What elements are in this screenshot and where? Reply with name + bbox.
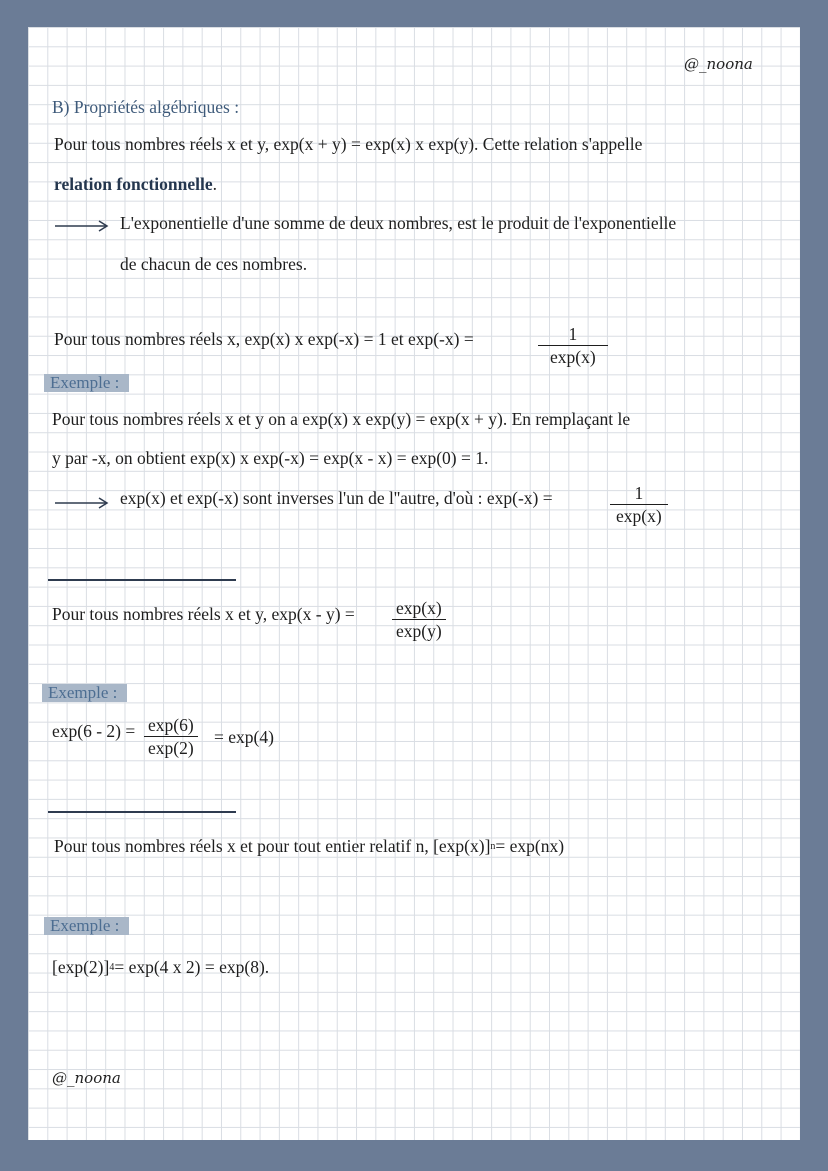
bold-term: relation fonctionnelle (54, 174, 213, 194)
section-title: B) Propriétés algébriques : (52, 97, 240, 117)
quotient-property: Pour tous nombres réels x et y, exp(x - y) = (52, 604, 355, 624)
period: . (212, 174, 217, 194)
fonctionnelle-line-1: Pour tous nombres réels x et y, exp(x + y) = exp(x) x exp(y). Cette relation s'appelle (54, 134, 643, 154)
fraction-denominator: exp(x) (538, 345, 608, 367)
example-1-line-2: y par -x, on obtient exp(x) x exp(-x) = exp(x - x) = exp(0) = 1. (52, 448, 489, 468)
example-2-rhs: = exp(4) (214, 727, 274, 747)
example-label-1: Exemple : (44, 374, 129, 392)
example-1-conclusion: exp(x) et exp(-x) sont inverses l'un de l''autre, d'où : exp(-x) = (120, 488, 553, 508)
example-3 (52, 957, 269, 978)
separator-line (48, 579, 236, 581)
example-3-start: [exp(2)] (52, 957, 110, 977)
fraction-numerator: 1 (568, 324, 578, 344)
fraction-inverse-2 (610, 483, 668, 526)
exponent-n: n (490, 841, 496, 852)
fraction-numerator: exp(6) (148, 715, 194, 735)
fraction-numerator: exp(x) (396, 598, 442, 618)
power-property (54, 836, 564, 857)
fraction-inverse (538, 324, 608, 367)
exponent-4: 4 (109, 962, 115, 973)
fraction-example-2 (144, 715, 198, 758)
example-label-2: Exemple : (42, 684, 127, 702)
notebook-page (28, 27, 800, 1140)
example-label-3: Exemple : (44, 917, 129, 935)
fraction-quotient (392, 598, 446, 641)
arrow-right-icon (54, 220, 110, 232)
fraction-numerator: 1 (634, 483, 644, 503)
power-property-end: = exp(nx) (495, 836, 565, 856)
fonctionnelle-line-2 (54, 174, 217, 195)
fraction-denominator: exp(y) (392, 619, 446, 641)
signature-top: @_noona (684, 55, 753, 73)
power-property-text: Pour tous nombres réels x et pour tout entier relatif n, [exp(x)] (54, 836, 491, 856)
inverse-property: Pour tous nombres réels x, exp(x) x exp(-x) = 1 et exp(-x) = (54, 329, 474, 349)
example-1-line-1: Pour tous nombres réels x et y on a exp(x) x exp(y) = exp(x + y). En remplaçant le (52, 409, 631, 429)
separator-line (48, 811, 236, 813)
example-3-end: = exp(4 x 2) = exp(8). (114, 957, 270, 977)
signature-bottom: @_noona (52, 1069, 121, 1087)
arrow-line-1: L'exponentielle d'une somme de deux nombres, est le produit de l'exponentielle (120, 213, 677, 233)
fraction-denominator: exp(x) (610, 504, 668, 526)
arrow-line-2: de chacun de ces nombres. (120, 254, 308, 274)
fraction-denominator: exp(2) (144, 736, 198, 758)
arrow-right-icon (54, 497, 110, 509)
example-2-lhs: exp(6 - 2) = (52, 721, 136, 741)
